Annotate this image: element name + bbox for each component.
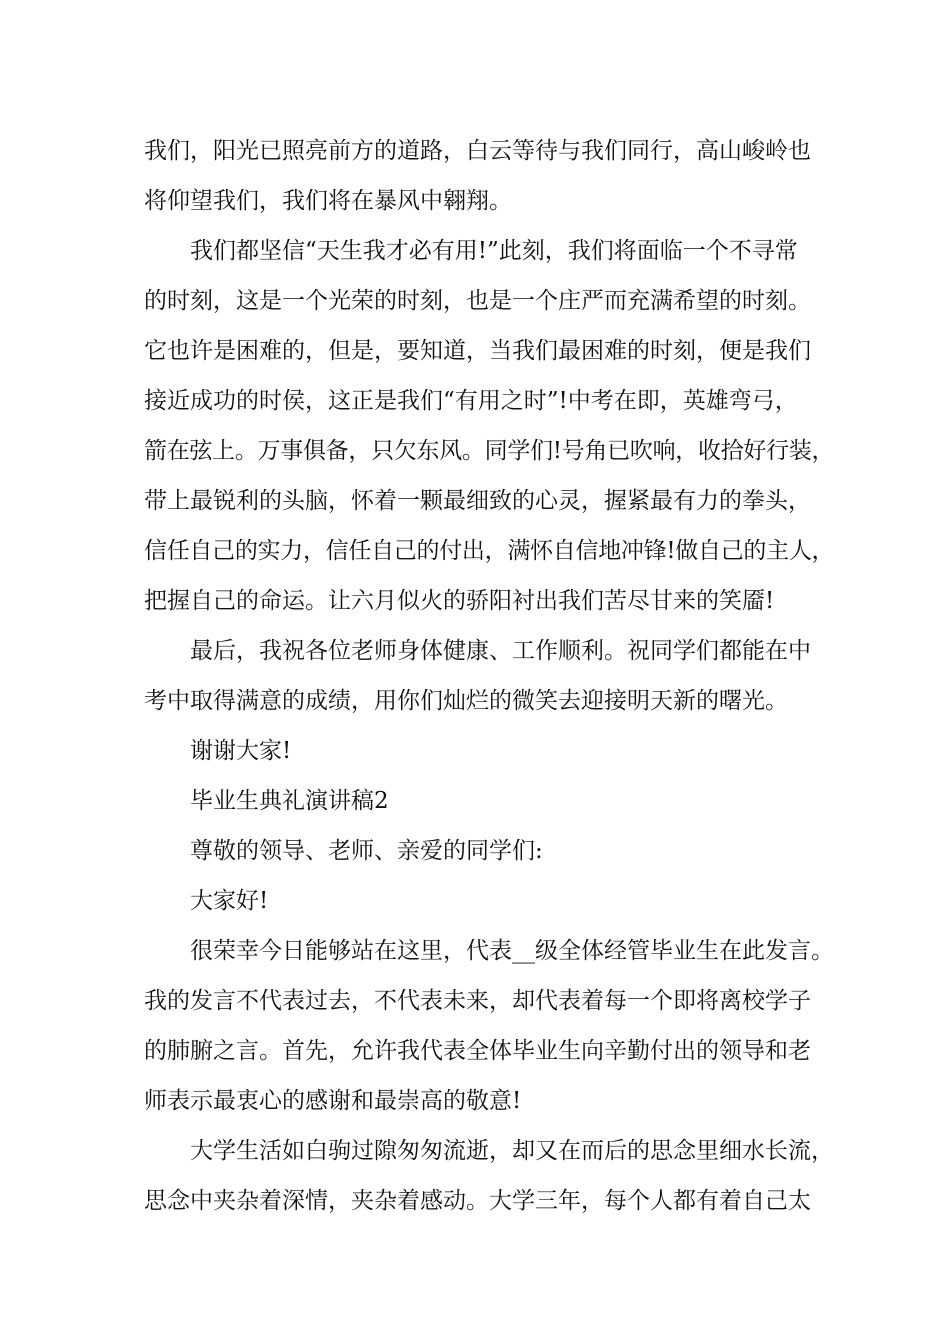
text-line: 思念中夹杂着深情，夹杂着感动。大学三年，每个人都有着自己太 [144,1188,811,1214]
paragraph-first-line: 很荣幸今日能够站在这里，代表__级全体经管毕业生在此发言。 [190,938,834,964]
text-line: 接近成功的时侯，这正是我们“有用之时”!中考在即，英雄弯弓， [144,388,798,414]
text-line: 带上最锐利的头脑，怀着一颗最细致的心灵，握紧最有力的拳头， [144,488,811,514]
paragraph-first-line: 尊敬的领导、老师、亲爱的同学们: [190,838,543,864]
text-line: 信任自己的实力，信任自己的付出，满怀自信地冲锋!做自己的主人， [144,538,835,564]
text-line: 它也许是困难的，但是，要知道，当我们最困难的时刻，便是我们 [144,338,811,364]
paragraph-first-line: 大学生活如白驹过隙匆匆流逝，却又在而后的思念里细水长流， [190,1138,834,1164]
paragraph-first-line: 大家好! [190,888,269,914]
text-line: 箭在弦上。万事俱备，只欠东风。同学们!号角已吹响，收拾好行装， [144,438,835,464]
text-line: 的时刻，这是一个光荣的时刻，也是一个庄严而充满希望的时刻。 [144,288,811,314]
text-line: 师表示最衷心的感谢和最崇高的敬意! [144,1088,522,1114]
paragraph-first-line: 毕业生典礼演讲稿2 [190,788,389,814]
text-line: 的肺腑之言。首先，允许我代表全体毕业生向辛勤付出的领导和老 [144,1038,811,1064]
paragraph-first-line: 最后，我祝各位老师身体健康、工作顺利。祝同学们都能在中 [190,638,811,664]
paragraph-first-line: 我们都坚信“天生我才必有用!”此刻，我们将面临一个不寻常 [190,238,798,264]
document-body [144,126,834,1226]
text-line: 我们，阳光已照亮前方的道路，白云等待与我们同行，高山峻岭也 [144,138,811,164]
text-line: 把握自己的命运。让六月似火的骄阳衬出我们苦尽甘来的笑靥! [144,588,775,614]
text-line: 考中取得满意的成绩，用你们灿烂的微笑去迎接明天新的曙光。 [144,688,788,714]
text-line: 我的发言不代表过去，不代表未来，却代表着每一个即将离校学子 [144,988,811,1014]
paragraph-first-line: 谢谢大家! [190,738,292,764]
text-line: 将仰望我们，我们将在暴风中翱翔。 [144,188,512,214]
